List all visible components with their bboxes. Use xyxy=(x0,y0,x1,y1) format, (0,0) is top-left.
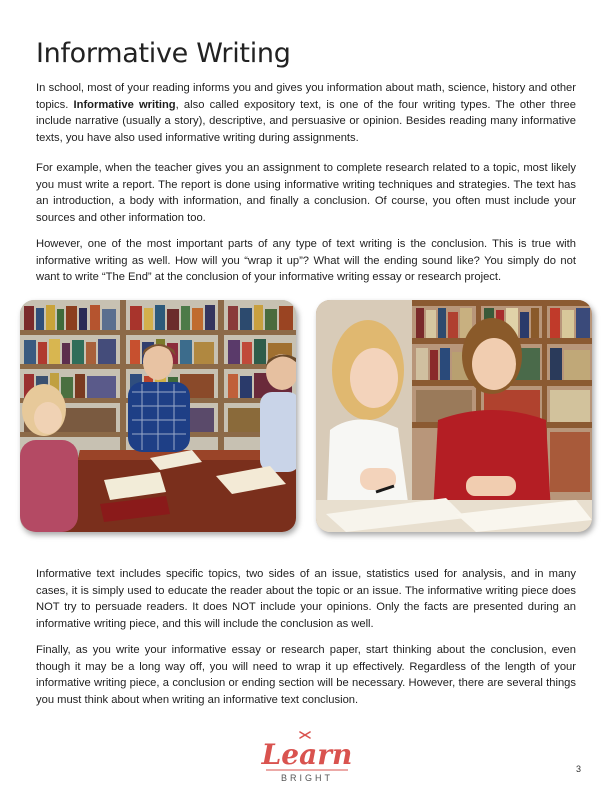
intro-text-start: In school, most of your reading informs you and gives you information about math, science, history and other topics. xyxy=(36,82,576,111)
intro-text-end: , also called expository text, is one of the four writing types. The other three include narrative (usually a story), descriptive, and persuasive or opinion. Besides reading many informative texts, you have also used informative writing during assignments. xyxy=(36,98,576,144)
photo-two-girls-reading xyxy=(316,300,592,532)
logo-sub: BRIGHT xyxy=(280,773,334,783)
paragraph-conclusion-importance: However, one of the most important parts of any type of text writing is the conclusion. This is true with informative writing as well. How will you “wrap it up”? What will the ending sound like? You simply do not want to write “The End” at the conclusion of your informative writing essay or research project. xyxy=(36,238,576,284)
logo-word: Learn xyxy=(261,738,353,771)
page-number: 3 xyxy=(576,764,582,774)
paragraph-finally: Finally, as you write your informative essay or research paper, start thinking about the conclusion, even though it may be a long way off, you will need to wrap it up effectively. Regardless of the length of your informative writing piece, a conclusion or ending section will be necessary. However, there are several things you must think about when writing an informative text conclusion. xyxy=(36,644,576,706)
paragraph-intro xyxy=(36,80,576,146)
photo-students-library-table xyxy=(20,300,296,532)
intro-bold-term: Informative writing xyxy=(73,98,176,111)
page-title: Informative Writing xyxy=(36,38,291,69)
paragraph-informative-text: Informative text includes specific topics, two sides of an issue, statistics used for analysis, and in many cases, it is simply used to educate the reader about the topic or an issue. The informative writing piece does NOT try to persuade readers. It does NOT include your opinions. Only the facts are presented during an informative writing piece, and this will include the conclusion as well. xyxy=(36,568,576,630)
learn-bright-logo xyxy=(252,730,362,786)
paragraph-example: For example, when the teacher gives you an assignment to complete research related to a topic, most likely you must write a report. The report is done using informative writing techniques and strategies. The text has an introduction, a body with information, and finally a conclusion. Of course, you often must include your sources and other information too. xyxy=(36,162,576,224)
